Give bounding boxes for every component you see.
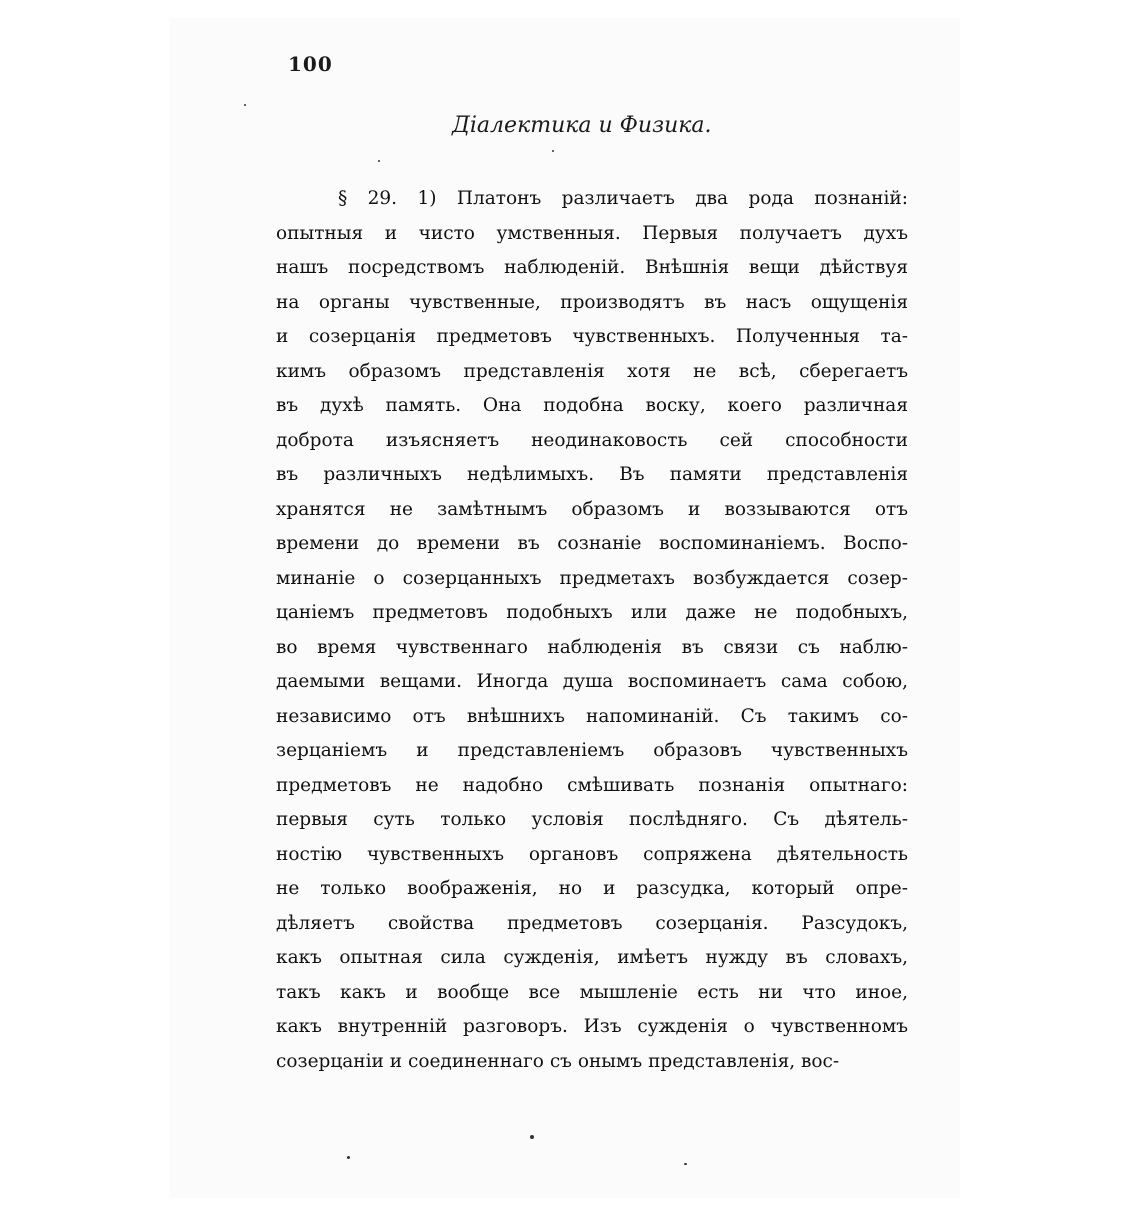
text-line: независимо отъ внѣшнихъ напоминаній. Съ такимъ со- bbox=[276, 705, 908, 727]
text-line: даемыми вещами. Иногда душа воспоминаетъ сама собою, bbox=[276, 671, 908, 692]
text-line: хранятся не замѣтнымъ образомъ и воззываются отъ bbox=[276, 498, 908, 520]
scan-speck bbox=[378, 160, 380, 162]
text-line: цаніемъ предметовъ подобныхъ или даже не подобныхъ, bbox=[276, 602, 908, 623]
paragraph-29 bbox=[276, 182, 908, 1079]
text-line: первыя суть только условія послѣдняго. Съ дѣятель- bbox=[276, 809, 908, 830]
text-line: на органы чувственные, производятъ въ насъ ощущенія bbox=[276, 291, 908, 313]
text-line: зерцаніемъ и представленіемъ образовъ чувственныхъ bbox=[276, 740, 908, 761]
page-number: 100 bbox=[288, 52, 333, 76]
text-line: доброта изъясняетъ неодинаковость сей способности bbox=[276, 429, 908, 451]
text-line: § 29. 1) Платонъ различаетъ два рода познаній: bbox=[338, 188, 908, 209]
text-line: такъ какъ и вообще все мышленіе есть ни что иное, bbox=[276, 981, 908, 1003]
text-line: какъ внутренній разговоръ. Изъ сужденія о чувственномъ bbox=[276, 1016, 908, 1037]
scan-speck bbox=[530, 1135, 534, 1139]
text-line: ностію чувственныхъ органовъ сопряжена дѣятельность bbox=[276, 843, 908, 865]
scan-speck bbox=[552, 150, 554, 152]
text-line: и созерцанія предметовъ чувственныхъ. Полученныя та- bbox=[276, 326, 908, 347]
text-line: времени до времени въ сознаніе воспоминаніемъ. Воспо- bbox=[276, 533, 908, 554]
text-line: какъ опытная сила сужденія, имѣетъ нужду въ словахъ, bbox=[276, 947, 908, 968]
text-line: минаніе о созерцанныхъ предметахъ возбуждается созер- bbox=[276, 567, 908, 589]
scan-speck bbox=[244, 104, 246, 106]
text-line: кимъ образомъ представленія хотя не всѣ, сберегаетъ bbox=[276, 360, 908, 382]
text-line: нашъ посредствомъ наблюденій. Внѣшнія вещи дѣйствуя bbox=[276, 257, 908, 278]
text-line: предметовъ не надобно смѣшивать познанія опытнаго: bbox=[276, 774, 908, 796]
text-line: опытныя и чисто умственныя. Первыя получаетъ духъ bbox=[276, 222, 908, 244]
scan-speck bbox=[684, 1163, 687, 1165]
text-line: дѣляетъ свойства предметовъ созерцанія. Разсудокъ, bbox=[276, 912, 908, 934]
text-line: не только воображенія, но и разсудка, который опре- bbox=[276, 878, 908, 899]
text-line: въ различныхъ недѣлимыхъ. Въ памяти представленія bbox=[276, 464, 908, 485]
text-line: во время чувственнаго наблюденія въ связи съ наблю- bbox=[276, 636, 908, 658]
text-line: созерцаніи и соединеннаго съ онымъ представленія, вос- bbox=[276, 1050, 840, 1072]
scan-speck bbox=[347, 1156, 350, 1159]
text-line: въ духѣ память. Она подобна воску, коего различная bbox=[276, 395, 908, 416]
running-title: Діалектика и Физика. bbox=[452, 113, 712, 138]
